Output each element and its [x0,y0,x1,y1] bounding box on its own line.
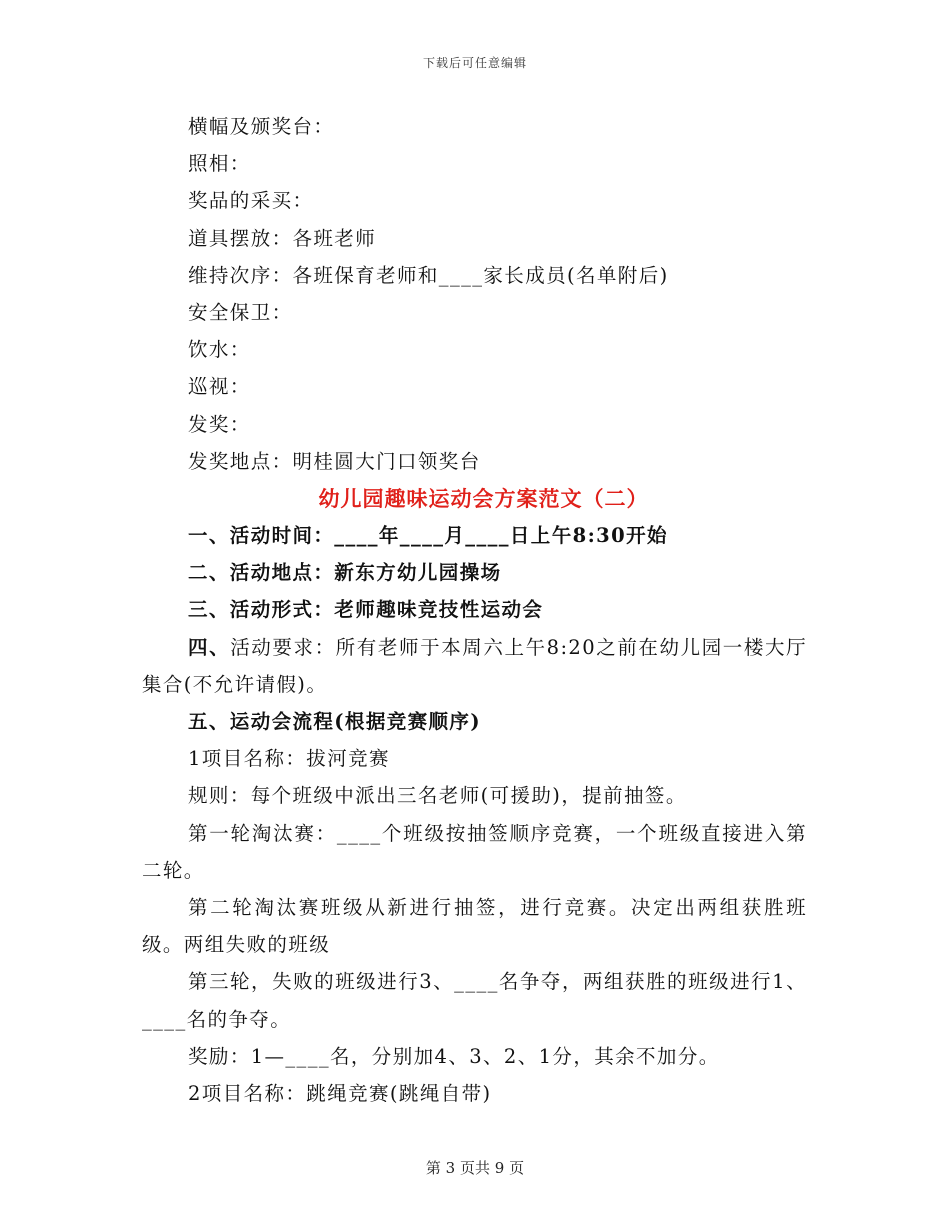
page-header: 下载后可任意编辑 [422,56,527,70]
item1-rule: 规则：每个班级中派出三名老师(可援助)，提前抽签。 [188,784,687,808]
text-line: 横幅及颁奖台： [188,115,335,138]
section-title: 幼儿园趣味运动会方案范文（二） [318,485,649,511]
flow-title: 五、运动会流程(根据竞赛顺序) [188,710,481,734]
item2-title: 2项目名称：跳绳竞赛(跳绳自带) [188,1082,492,1105]
reward-text: 奖励：1—____名，分别加4、3、2、1分，其余不加分。 [188,1044,720,1068]
item1-title: 1项目名称：拔河竞赛 [188,747,390,771]
activity-format: 三、活动形式：老师趣味竞技性运动会 [188,598,544,622]
text-line: 道具摆放：各班老师 [188,226,377,250]
activity-location: 二、活动地点：新东方幼儿园操场 [188,561,502,585]
text-line: 安全保卫： [188,300,293,324]
text-line: 巡视： [188,375,251,399]
round2-text: 第二轮淘汰赛班级从新进行抽签，进行竞赛。决定出两组获胜班级。两组失败的班级 [142,896,807,957]
text-line: 饮水： [188,338,251,362]
round3-text: 第三轮，失败的班级进行3、____名争夺，两组获胜的班级进行1、____名的争夺。 [142,970,807,1031]
text-line: 照相： [188,152,251,176]
document-body [142,108,807,1112]
requirement-text: 活动要求：所有老师于本周六上午8:20之前在幼儿园一楼大厅集合(不允许请假)。 [142,635,807,696]
text-line: 奖品的采买： [188,189,314,213]
text-line: 发奖地点：明桂圆大门口领奖台 [188,449,481,473]
text-line: 维持次序：各班保育老师和____家长成员(名单附后) [188,263,669,287]
activity-time: 一、活动时间：____年____月____日上午8:30开始 [188,524,668,548]
page-footer: 第 3 页共 9 页 [425,1159,525,1177]
requirement-lead: 四、 [188,635,231,659]
activity-requirement [142,629,807,703]
text-line: 发奖： [188,412,251,436]
round1-text: 第一轮淘汰赛：____个班级按抽签顺序竞赛，一个班级直接进入第二轮。 [142,821,807,882]
